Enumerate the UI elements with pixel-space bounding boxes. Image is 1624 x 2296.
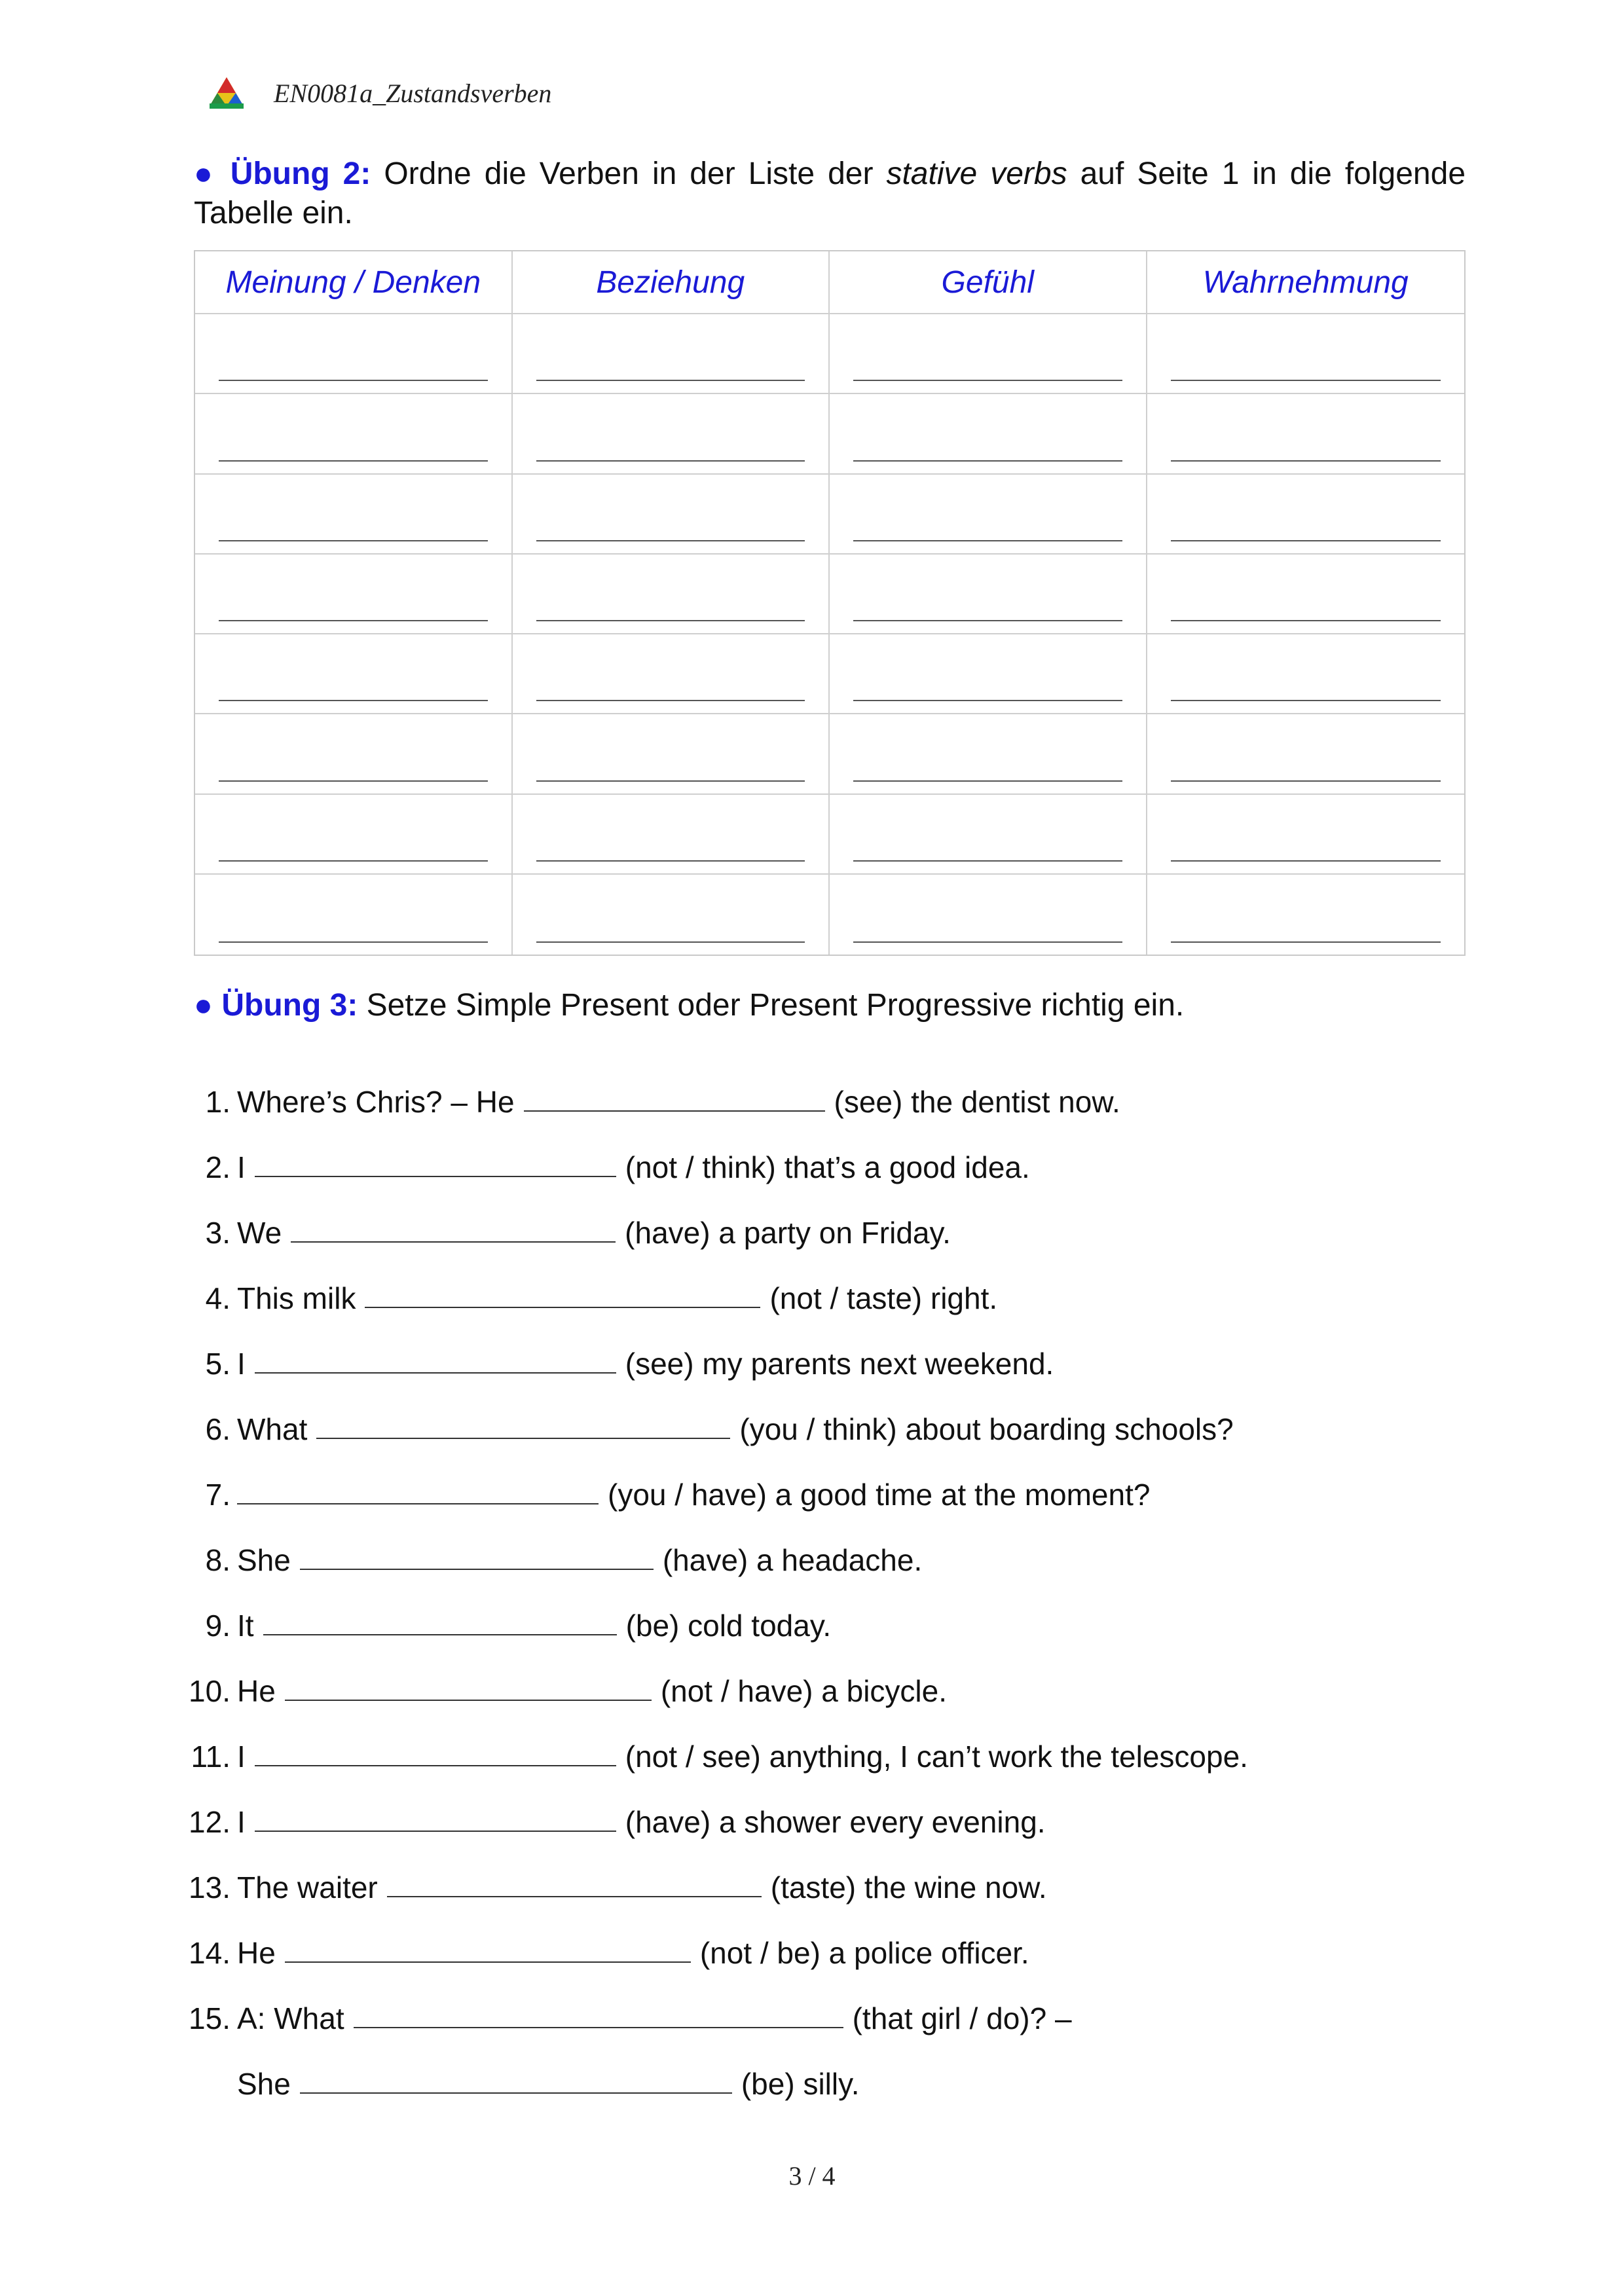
table-cell bbox=[1147, 394, 1465, 474]
answer-blank-line[interactable] bbox=[853, 941, 1122, 943]
exercise-3-label: Übung 3: bbox=[221, 988, 358, 1023]
bullet-icon: ● bbox=[194, 988, 213, 1023]
item-hint: (not / think) that’s a good idea. bbox=[625, 1150, 1030, 1184]
answer-blank-line[interactable] bbox=[1171, 380, 1441, 381]
table-cell bbox=[830, 875, 1147, 955]
exercise-item bbox=[183, 1381, 1467, 1447]
table-cell bbox=[513, 714, 830, 794]
answer-blank[interactable] bbox=[255, 1764, 616, 1766]
answer-blank-line[interactable] bbox=[1171, 620, 1441, 621]
item-hint: (have) a party on Friday. bbox=[625, 1216, 951, 1250]
answer-blank[interactable] bbox=[291, 1241, 616, 1243]
table-cell bbox=[513, 795, 830, 875]
answer-blank-line[interactable] bbox=[1171, 941, 1441, 943]
answer-blank-line[interactable] bbox=[536, 380, 805, 381]
exercise-item bbox=[183, 1971, 1467, 2036]
exercise-2-text-before: Ordne die Verben in der Liste der bbox=[371, 156, 887, 191]
table-cell bbox=[830, 714, 1147, 794]
exercise-item bbox=[183, 1643, 1467, 1709]
item-number: 12. bbox=[189, 1805, 231, 1839]
item-number: 6. bbox=[205, 1412, 231, 1446]
answer-blank-line[interactable] bbox=[853, 460, 1122, 462]
answer-blank-line[interactable] bbox=[853, 380, 1122, 381]
table-header-cell: Beziehung bbox=[513, 251, 830, 314]
item-text-before: I bbox=[237, 1150, 246, 1184]
item-hint: (see) my parents next weekend. bbox=[625, 1347, 1054, 1381]
exercise-3-text: Setze Simple Present oder Present Progressive richtig ein. bbox=[358, 988, 1185, 1023]
item-hint: (not / see) anything, I can’t work the telescope. bbox=[625, 1740, 1248, 1774]
answer-blank-line[interactable] bbox=[536, 780, 805, 782]
exercise-3-items bbox=[183, 1054, 1467, 2102]
item-text-before: Where’s Chris? – He bbox=[237, 1085, 515, 1119]
answer-blank-line[interactable] bbox=[536, 620, 805, 621]
exercise-item bbox=[183, 1250, 1467, 1316]
table-header-cell: Meinung / Denken bbox=[195, 251, 513, 314]
answer-blank-line[interactable] bbox=[536, 941, 805, 943]
table-cell bbox=[513, 314, 830, 394]
exercise-item bbox=[183, 1840, 1467, 1905]
table-cell bbox=[830, 314, 1147, 394]
answer-blank-line[interactable] bbox=[1171, 460, 1441, 462]
item-text-before: The waiter bbox=[237, 1870, 378, 1904]
item-number: 2. bbox=[205, 1150, 231, 1184]
answer-blank[interactable] bbox=[255, 1830, 616, 1832]
item-text-before: We bbox=[237, 1216, 282, 1250]
answer-blank-line[interactable] bbox=[219, 380, 488, 381]
document-id: EN0081a_Zustandsverben bbox=[274, 78, 552, 108]
item-text-before: It bbox=[237, 1609, 254, 1643]
table-cell bbox=[195, 714, 513, 794]
page-header bbox=[207, 73, 551, 113]
table-cell bbox=[195, 875, 513, 955]
item-hint: (taste) the wine now. bbox=[770, 1870, 1047, 1904]
exercise-item bbox=[183, 1709, 1467, 1774]
exercise-2-instruction bbox=[194, 155, 1466, 233]
item-number: 11. bbox=[191, 1740, 231, 1774]
exercise-item bbox=[183, 1054, 1467, 1120]
colorful-triangle-logo-icon bbox=[207, 76, 246, 110]
exercise-item bbox=[183, 1120, 1467, 1185]
item-hint: (not / have) a bicycle. bbox=[660, 1674, 948, 1708]
exercise-item bbox=[183, 2036, 1467, 2102]
answer-blank-line[interactable] bbox=[853, 860, 1122, 862]
answer-blank[interactable] bbox=[237, 1503, 599, 1504]
table-cell bbox=[195, 394, 513, 474]
exercise-item bbox=[183, 1512, 1467, 1578]
answer-blank-line[interactable] bbox=[219, 780, 488, 782]
table-cell bbox=[195, 634, 513, 714]
answer-blank-line[interactable] bbox=[1171, 780, 1441, 782]
answer-blank-line[interactable] bbox=[536, 540, 805, 541]
answer-blank-line[interactable] bbox=[536, 860, 805, 862]
answer-blank[interactable] bbox=[300, 1568, 654, 1570]
item-hint: (see) the dentist now. bbox=[834, 1085, 1120, 1119]
table-header-cell: Wahrnehmung bbox=[1147, 251, 1465, 314]
item-text-before: She bbox=[237, 1543, 291, 1577]
exercise-item bbox=[183, 1774, 1467, 1840]
item-number: 3. bbox=[205, 1216, 231, 1250]
exercise-item bbox=[183, 1185, 1467, 1250]
table-cell bbox=[830, 795, 1147, 875]
answer-blank-line[interactable] bbox=[219, 941, 488, 943]
exercise-2-label: Übung 2: bbox=[230, 156, 371, 191]
answer-blank-line[interactable] bbox=[853, 780, 1122, 782]
item-number: 4. bbox=[205, 1281, 231, 1315]
exercise-item bbox=[183, 1905, 1467, 1971]
item-number: 7. bbox=[205, 1478, 231, 1512]
table-cell bbox=[1147, 714, 1465, 794]
item-hint: (that girl / do)? – bbox=[852, 2001, 1072, 2035]
item-text-before: I bbox=[237, 1347, 246, 1381]
exercise-item bbox=[183, 1316, 1467, 1381]
table-cell bbox=[830, 555, 1147, 634]
table-cell bbox=[513, 875, 830, 955]
item-text-before: What bbox=[237, 1412, 308, 1446]
item-number: 14. bbox=[189, 1936, 231, 1970]
table-cell bbox=[830, 475, 1147, 555]
item-number: 8. bbox=[205, 1543, 231, 1577]
exercise-item bbox=[183, 1578, 1467, 1643]
item-number: 13. bbox=[189, 1870, 231, 1904]
answer-blank[interactable] bbox=[354, 2026, 843, 2028]
item-number: 10. bbox=[189, 1674, 231, 1708]
answer-blank[interactable] bbox=[285, 1961, 691, 1963]
exercise-2-text-after: auf Seite 1 in die folgende Tabelle ein. bbox=[194, 156, 1466, 230]
table-cell bbox=[1147, 634, 1465, 714]
answer-blank[interactable] bbox=[255, 1175, 616, 1177]
answer-blank-line[interactable] bbox=[219, 620, 488, 621]
item-text-before: A: What bbox=[237, 2001, 344, 2035]
exercise-item bbox=[183, 1447, 1467, 1512]
item-hint: (be) silly. bbox=[741, 2067, 860, 2101]
item-hint: (have) a headache. bbox=[662, 1543, 923, 1577]
table-cell bbox=[1147, 875, 1465, 955]
item-text-before: I bbox=[237, 1805, 246, 1839]
answer-blank[interactable] bbox=[316, 1437, 730, 1439]
item-text-before: This milk bbox=[237, 1281, 356, 1315]
table-cell bbox=[1147, 314, 1465, 394]
verb-classification-table bbox=[194, 250, 1466, 956]
item-hint: (you / have) a good time at the moment? bbox=[608, 1478, 1151, 1512]
item-number: 15. bbox=[189, 2001, 231, 2035]
page-number: 3 / 4 bbox=[788, 2161, 836, 2191]
answer-blank[interactable] bbox=[263, 1633, 617, 1635]
table-cell bbox=[195, 314, 513, 394]
item-text-before: He bbox=[237, 1936, 276, 1970]
answer-blank-line[interactable] bbox=[853, 700, 1122, 701]
item-text-before: She bbox=[237, 2067, 291, 2101]
answer-blank-line[interactable] bbox=[1171, 700, 1441, 701]
item-number: 5. bbox=[205, 1347, 231, 1381]
answer-blank[interactable] bbox=[285, 1699, 652, 1701]
answer-blank-line[interactable] bbox=[219, 860, 488, 862]
item-hint: (be) cold today. bbox=[625, 1609, 832, 1643]
answer-blank[interactable] bbox=[387, 1895, 762, 1897]
table-cell bbox=[513, 394, 830, 474]
bullet-icon: ● bbox=[194, 156, 217, 191]
answer-blank-line[interactable] bbox=[853, 540, 1122, 541]
exercise-2-emphasis: stative verbs bbox=[886, 156, 1067, 191]
table-cell bbox=[513, 634, 830, 714]
table-cell bbox=[1147, 555, 1465, 634]
exercise-3-instruction bbox=[194, 986, 1466, 1025]
answer-blank[interactable] bbox=[524, 1110, 825, 1112]
table-cell bbox=[830, 634, 1147, 714]
table-cell bbox=[195, 555, 513, 634]
answer-blank-line[interactable] bbox=[219, 460, 488, 462]
answer-blank-line[interactable] bbox=[219, 700, 488, 701]
table-cell bbox=[513, 555, 830, 634]
table-header-cell: Gefühl bbox=[830, 251, 1147, 314]
item-text-before: He bbox=[237, 1674, 276, 1708]
item-hint: (you / think) about boarding schools? bbox=[739, 1412, 1234, 1446]
table-cell bbox=[513, 475, 830, 555]
item-hint: (not / taste) right. bbox=[769, 1281, 998, 1315]
item-hint: (have) a shower every evening. bbox=[625, 1805, 1046, 1839]
table-cell bbox=[195, 475, 513, 555]
table-cell bbox=[1147, 795, 1465, 875]
answer-blank-line[interactable] bbox=[1171, 540, 1441, 541]
table-cell bbox=[1147, 475, 1465, 555]
answer-blank-line[interactable] bbox=[1171, 860, 1441, 862]
answer-blank[interactable] bbox=[365, 1306, 760, 1308]
answer-blank[interactable] bbox=[300, 2092, 732, 2094]
answer-blank[interactable] bbox=[255, 1372, 616, 1374]
item-text-before: I bbox=[237, 1740, 246, 1774]
table-cell bbox=[830, 394, 1147, 474]
answer-blank-line[interactable] bbox=[536, 460, 805, 462]
answer-blank-line[interactable] bbox=[853, 620, 1122, 621]
table-cell bbox=[195, 795, 513, 875]
item-number: 1. bbox=[205, 1085, 231, 1119]
answer-blank-line[interactable] bbox=[536, 700, 805, 701]
item-number: 9. bbox=[205, 1609, 231, 1643]
answer-blank-line[interactable] bbox=[219, 540, 488, 541]
item-hint: (not / be) a police officer. bbox=[699, 1936, 1029, 1970]
